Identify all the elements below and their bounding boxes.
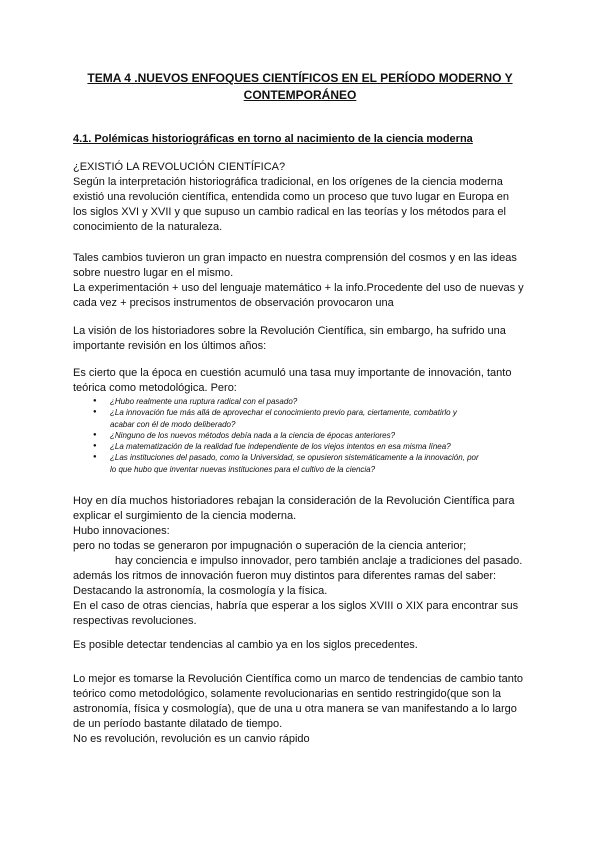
text-line: Según la interpretación historiográfica tradicional, en los orígenes de la ciencia moderna	[73, 176, 503, 188]
list-item	[93, 407, 543, 430]
text-line: respectivas revoluciones.	[73, 615, 197, 627]
text-line: conocimiento de la naturaleza.	[73, 221, 223, 233]
text-line: Es cierto que la época en cuestión acumuló una tasa muy importante de innovación, tanto	[73, 367, 512, 379]
section-heading: 4.1. Polémicas historiográficas en torno al nacimiento de la ciencia moderna	[73, 133, 473, 145]
paragraph-tendencias	[73, 638, 543, 653]
text-line: lo que hubo que inventar nuevas instituciones para el cultivo de la ciencia?	[110, 464, 376, 474]
paragraph-conclusion	[73, 672, 543, 747]
text-line: Hoy en día muchos historiadores rebajan la consideración de la Revolución Científica para	[73, 495, 515, 507]
text-line: teórico como metodológico, solamente revolucionarias en sentido restringido(que son la	[73, 688, 502, 700]
text-line: ¿EXISTIÓ LA REVOLUCIÓN CIENTÍFICA?	[73, 161, 286, 173]
text-line: teórica como metodológica. Pero:	[73, 382, 237, 394]
text-line: ● ¿La matematización de la realidad fue independiente de los viejos intentos en esa misma línea?	[110, 442, 451, 452]
questions-list	[93, 396, 543, 475]
paragraph-historiadores	[73, 494, 543, 629]
text-line: ● ¿Ninguno de los nuevos métodos debía nada a la ciencia de épocas anteriores?	[110, 430, 396, 440]
text-line: de un período bastante dilatado de tiempo.	[73, 718, 283, 730]
text-line: pero no todas se generaron por impugnación o superación de la ciencia anterior;	[73, 540, 467, 552]
text-line: Lo mejor es tomarse la Revolución Científica como un marco de tendencias de cambio tanto	[73, 673, 524, 685]
text-line: La visión de los historiadores sobre la Revolución Científica, sin embargo, ha sufrido una	[73, 325, 506, 337]
text-line: En el caso de otras ciencias, habría que esperar a los siglos XVIII o XIX para encontrar sus	[73, 600, 519, 612]
text-line: astronomía, física y cosmología), que de una u otra manera se van manifestando a lo largo	[73, 703, 517, 715]
text-line: explicar el surgimiento de la ciencia moderna.	[73, 510, 297, 522]
paragraph-epoca	[73, 366, 543, 396]
list-item	[93, 452, 543, 475]
list-item	[93, 441, 543, 452]
paragraph-cambios	[73, 251, 543, 311]
text-line: cada vez + precisos instrumentos de observación provocaron una	[73, 297, 394, 309]
text-line: los siglos XVI y XVII y que supuso un cambio radical en las teorías y los métodos para el	[73, 206, 506, 218]
text-line: Destacando la astronomía, la cosmología y la física.	[73, 585, 328, 597]
title-line: CONTEMPORÁNEO	[243, 88, 357, 102]
paragraph-vision	[73, 324, 543, 354]
list-item	[93, 396, 543, 407]
text-line: No es revolución, revolución es un canvio rápido	[73, 733, 310, 745]
paragraph-revolucion	[73, 160, 543, 235]
document-title	[60, 70, 540, 104]
text-line: Es posible detectar tendencias al cambio ya en los siglos precedentes.	[73, 639, 418, 651]
text-line: hay conciencia e impulso innovador, pero también anclaje a tradiciones del pasado.	[115, 555, 523, 567]
title-line: TEMA 4 .NUEVOS ENFOQUES CIENTÍFICOS EN EL PERÍODO MODERNO Y	[87, 71, 513, 85]
text-line: Hubo innovaciones:	[73, 525, 170, 537]
text-line: ● ¿La innovación fue más allá de aprovechar el conocimiento previo para, ciertamente, combatirlo y	[110, 408, 457, 418]
text-line: acabar con él de modo deliberado?	[110, 419, 236, 429]
text-line: La experimentación + uso del lenguaje matemático + la info.Procedente del uso de nuevas y	[73, 282, 524, 294]
text-line: sobre nuestro lugar en el mismo.	[73, 267, 234, 279]
text-line: ● ¿Las instituciones del pasado, como la Universidad, se opusieron sistemáticamente a la innovación, por	[110, 453, 479, 463]
list-item	[93, 430, 543, 441]
text-line: ● ¿Hubo realmente una ruptura radical con el pasado?	[110, 397, 298, 406]
text-line: Tales cambios tuvieron un gran impacto en nuestra comprensión del cosmos y en las ideas	[73, 252, 517, 264]
text-line: además los ritmos de innovación fueron muy distintos para diferentes ramas del saber:	[73, 570, 497, 582]
text-line: existió una revolución científica, entendida como un proceso que tuvo lugar en Europa en	[73, 191, 510, 203]
text-line: importante revisión en los últimos años:	[73, 340, 267, 352]
